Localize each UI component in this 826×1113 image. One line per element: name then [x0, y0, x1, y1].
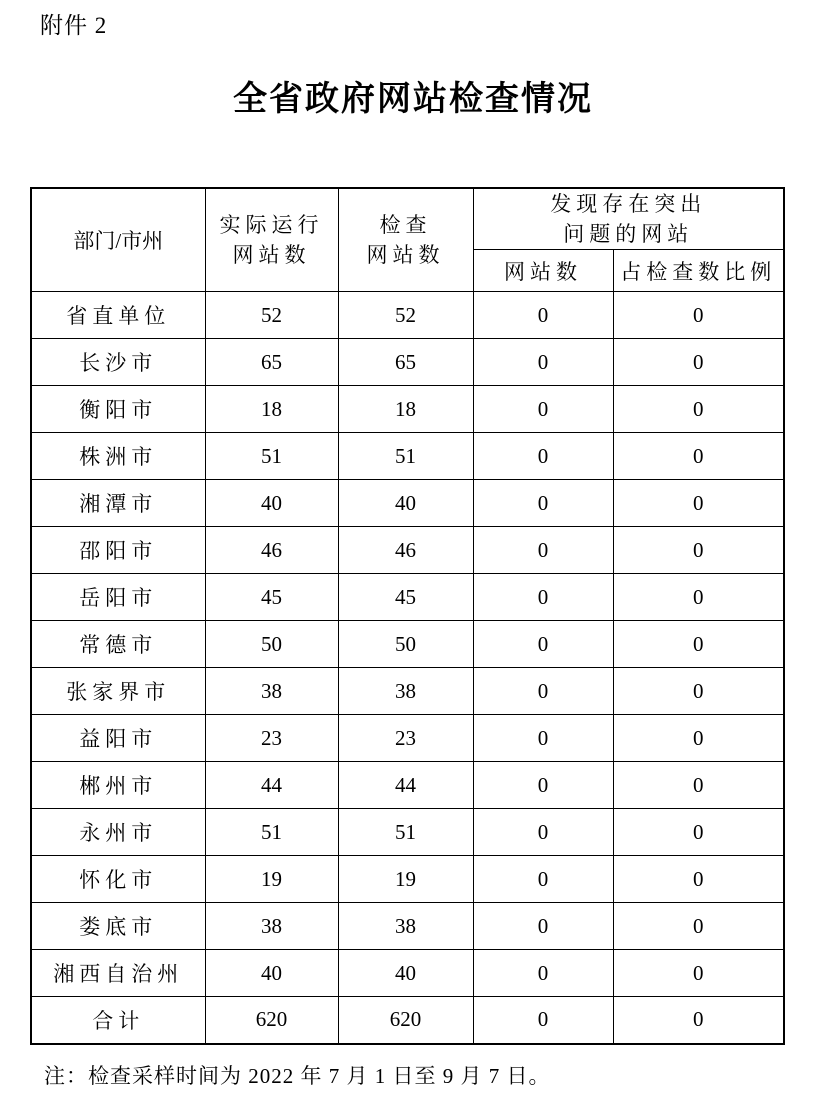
ratio-cell: 0: [613, 715, 784, 762]
checked-cell: 38: [338, 668, 473, 715]
checked-cell: 23: [338, 715, 473, 762]
problem-cell: 0: [473, 292, 613, 339]
dept-cell: 湘潭市: [31, 480, 205, 527]
total-actual-cell: 620: [205, 997, 338, 1044]
header-problem-group-line1: 发现存在突出: [550, 192, 707, 216]
attachment-label: 附件 2: [40, 13, 108, 38]
dept-cell: 娄底市: [31, 903, 205, 950]
header-actual-line1: 实际运行: [219, 213, 324, 237]
table-row: [31, 621, 784, 668]
page-title: 全省政府网站检查情况: [233, 81, 593, 118]
problem-cell: 0: [473, 527, 613, 574]
dept-cell: 张家界市: [31, 668, 205, 715]
footnote: 注：检查采样时间为 2022 年 7 月 1 日至 9 月 7 日。: [44, 1063, 551, 1088]
checked-cell: 18: [338, 386, 473, 433]
ratio-cell: 0: [613, 903, 784, 950]
table-row: [31, 527, 784, 574]
dept-cell: 永州市: [31, 809, 205, 856]
dept-cell: 郴州市: [31, 762, 205, 809]
table-body: [31, 292, 784, 1044]
problem-cell: 0: [473, 480, 613, 527]
actual-cell: 40: [205, 950, 338, 997]
header-problem-group: [473, 188, 784, 250]
dept-cell: 怀化市: [31, 856, 205, 903]
ratio-cell: 0: [613, 480, 784, 527]
actual-cell: 23: [205, 715, 338, 762]
actual-cell: 40: [205, 480, 338, 527]
header-dept: 部门/市州: [31, 188, 205, 292]
problem-cell: 0: [473, 668, 613, 715]
actual-cell: 38: [205, 668, 338, 715]
ratio-cell: 0: [613, 339, 784, 386]
actual-cell: 51: [205, 809, 338, 856]
checked-cell: 51: [338, 433, 473, 480]
dept-cell: 益阳市: [31, 715, 205, 762]
problem-cell: 0: [473, 386, 613, 433]
dept-cell: 岳阳市: [31, 574, 205, 621]
problem-cell: 0: [473, 339, 613, 386]
table-row: [31, 668, 784, 715]
actual-cell: 51: [205, 433, 338, 480]
header-checked-line2: 网站数: [366, 243, 445, 267]
ratio-cell: 0: [613, 809, 784, 856]
problem-cell: 0: [473, 903, 613, 950]
actual-cell: 18: [205, 386, 338, 433]
inspection-table: [30, 187, 785, 1045]
header-problem-group-line2: 问题的网站: [563, 222, 694, 246]
problem-cell: 0: [473, 856, 613, 903]
table-row: [31, 856, 784, 903]
header-actual-line2: 网站数: [232, 243, 311, 267]
total-label-cell: 合计: [31, 997, 205, 1044]
ratio-cell: 0: [613, 433, 784, 480]
actual-cell: 44: [205, 762, 338, 809]
ratio-cell: 0: [613, 950, 784, 997]
problem-cell: 0: [473, 762, 613, 809]
checked-cell: 19: [338, 856, 473, 903]
ratio-cell: 0: [613, 386, 784, 433]
table-row: [31, 715, 784, 762]
ratio-cell: 0: [613, 762, 784, 809]
table-row: [31, 574, 784, 621]
table-row-total: [31, 997, 784, 1044]
problem-cell: 0: [473, 809, 613, 856]
table-row: [31, 339, 784, 386]
checked-cell: 46: [338, 527, 473, 574]
total-ratio-cell: 0: [613, 997, 784, 1044]
ratio-cell: 0: [613, 527, 784, 574]
dept-cell: 省直单位: [31, 292, 205, 339]
ratio-cell: 0: [613, 668, 784, 715]
actual-cell: 45: [205, 574, 338, 621]
problem-cell: 0: [473, 574, 613, 621]
problem-cell: 0: [473, 621, 613, 668]
total-problem-cell: 0: [473, 997, 613, 1044]
table-row: [31, 292, 784, 339]
table-row: [31, 386, 784, 433]
actual-cell: 52: [205, 292, 338, 339]
header-checked-count: [338, 188, 473, 292]
table-row: [31, 809, 784, 856]
dept-cell: 衡阳市: [31, 386, 205, 433]
ratio-cell: 0: [613, 621, 784, 668]
actual-cell: 46: [205, 527, 338, 574]
dept-cell: 株洲市: [31, 433, 205, 480]
checked-cell: 38: [338, 903, 473, 950]
table-row: [31, 762, 784, 809]
actual-cell: 38: [205, 903, 338, 950]
header-row-top: [31, 188, 784, 250]
checked-cell: 65: [338, 339, 473, 386]
problem-cell: 0: [473, 433, 613, 480]
ratio-cell: 0: [613, 292, 784, 339]
ratio-cell: 0: [613, 856, 784, 903]
checked-cell: 52: [338, 292, 473, 339]
dept-cell: 常德市: [31, 621, 205, 668]
header-actual-count: [205, 188, 338, 292]
checked-cell: 40: [338, 950, 473, 997]
problem-cell: 0: [473, 715, 613, 762]
header-problem-ratio: 占检查数比例: [613, 250, 784, 292]
table-row: [31, 480, 784, 527]
actual-cell: 65: [205, 339, 338, 386]
dept-cell: 邵阳市: [31, 527, 205, 574]
header-problem-count: 网站数: [473, 250, 613, 292]
actual-cell: 19: [205, 856, 338, 903]
ratio-cell: 0: [613, 574, 784, 621]
dept-cell: 长沙市: [31, 339, 205, 386]
checked-cell: 45: [338, 574, 473, 621]
table-row: [31, 433, 784, 480]
checked-cell: 51: [338, 809, 473, 856]
table-header: [31, 188, 784, 292]
total-checked-cell: 620: [338, 997, 473, 1044]
header-checked-line1: 检查: [379, 213, 432, 237]
dept-cell: 湘西自治州: [31, 950, 205, 997]
checked-cell: 50: [338, 621, 473, 668]
table-row: [31, 950, 784, 997]
actual-cell: 50: [205, 621, 338, 668]
problem-cell: 0: [473, 950, 613, 997]
checked-cell: 40: [338, 480, 473, 527]
checked-cell: 44: [338, 762, 473, 809]
table-row: [31, 903, 784, 950]
